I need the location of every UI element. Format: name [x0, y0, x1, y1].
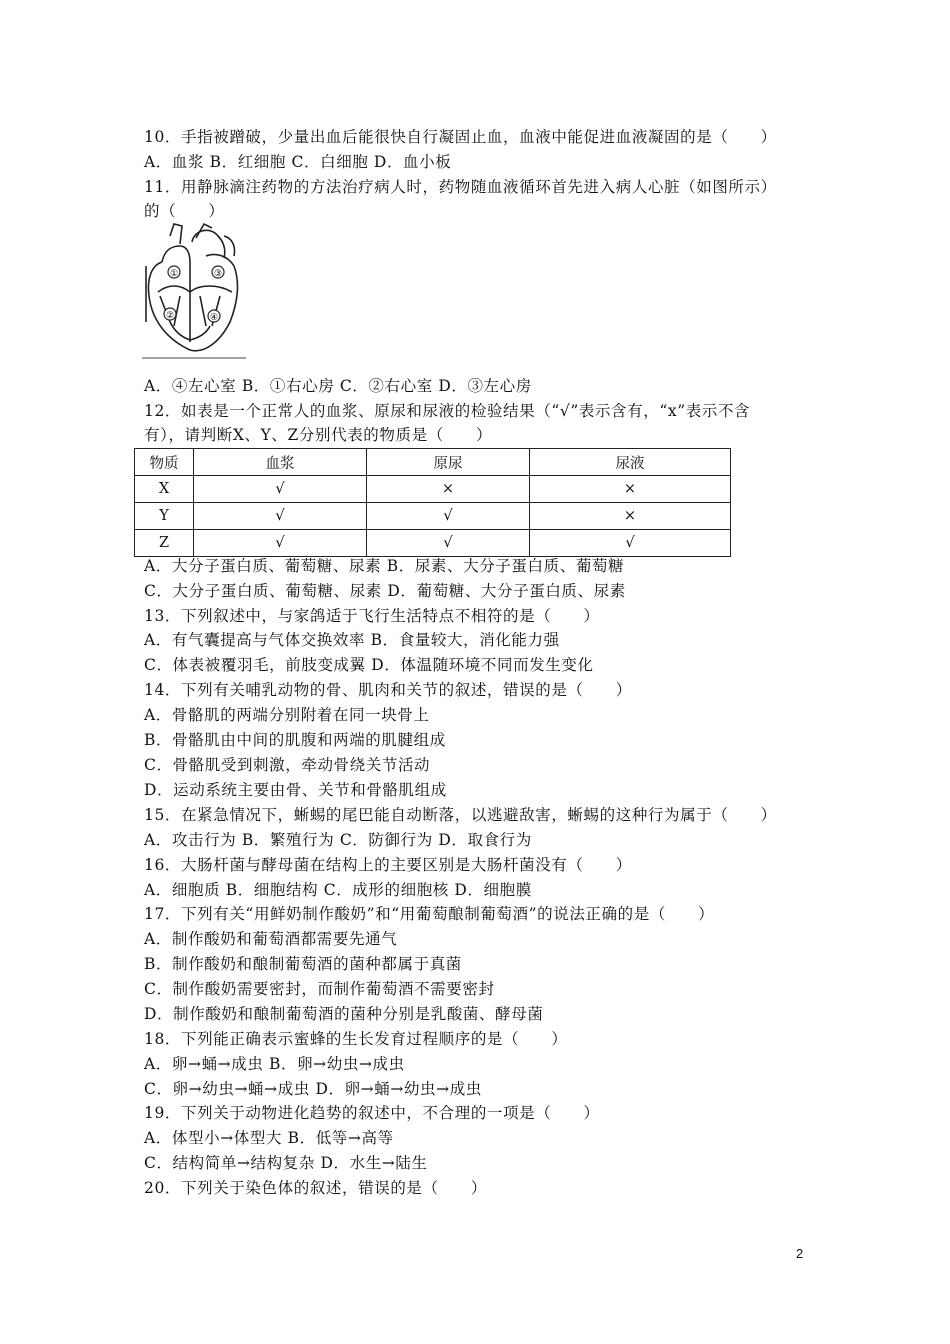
table-row [135, 530, 731, 557]
table-cell: X [135, 476, 194, 503]
table-cell: √ [530, 530, 731, 557]
table-cell: √ [194, 503, 367, 530]
q12-table [134, 448, 731, 557]
q10-options: A．血浆 B．红细胞 C．白细胞 D．血小板 [144, 153, 452, 171]
q11-stem-line1: 11．用静脉滴注药物的方法治疗病人时，药物随血液循环首先进入病人心脏（如图所示） [144, 178, 777, 196]
q20-stem: 20．下列关于染色体的叙述，错误的是（ ） [144, 1179, 487, 1197]
page-number: 2 [796, 1246, 804, 1261]
q15-stem: 15．在紧急情况下，蜥蜴的尾巴能自动断落，以逃避敌害，蜥蜴的这种行为属于（ ） [144, 806, 777, 824]
table-cell: Z [135, 530, 194, 557]
q14-option-a: A．骨骼肌的两端分别附着在同一块骨上 [144, 706, 430, 724]
table-cell: √ [194, 476, 367, 503]
q14-option-b: B．骨骼肌由中间的肌腹和两端的肌腱组成 [144, 731, 446, 749]
q18-options-line2: C．卵→幼虫→蛹→成虫 D．卵→蛹→幼虫→成虫 [144, 1080, 482, 1098]
table-cell: √ [367, 530, 530, 557]
q15-options: A．攻击行为 B．繁殖行为 C．防御行为 D．取食行为 [144, 831, 532, 849]
table-row [135, 503, 731, 530]
heart-diagram [140, 222, 248, 362]
q17-option-c: C．制作酸奶需要密封，而制作葡萄酒不需要密封 [144, 980, 495, 998]
table-header: 物质 [135, 449, 194, 476]
q12-stem-line1: 12．如表是一个正常人的血浆、原尿和尿液的检验结果（“√”表示含有，“x”表示不含 [144, 402, 751, 420]
q19-options-line1: A．体型小→体型大 B．低等→高等 [144, 1129, 394, 1147]
q12-stem-line2: 有），请判断X、Y、Z分别代表的物质是（ ） [144, 426, 493, 444]
q19-options-line2: C．结构简单→结构复杂 D．水生→陆生 [144, 1154, 428, 1172]
q16-options: A．细胞质 B．细胞结构 C．成形的细胞核 D．细胞膜 [144, 881, 532, 899]
q12-options-line2: C．大分子蛋白质、葡萄糖、尿素 D．葡萄糖、大分子蛋白质、尿素 [144, 582, 626, 600]
heart-label-4: ④ [209, 313, 219, 323]
table-header: 原尿 [367, 449, 530, 476]
q10-stem: 10．手指被蹭破，少量出血后能很快自行凝固止血，血液中能促进血液凝固的是（ ） [144, 128, 777, 146]
q18-stem: 18．下列能正确表示蜜蜂的生长发育过程顺序的是（ ） [144, 1030, 568, 1048]
q13-stem: 13．下列叙述中，与家鸽适于飞行生活特点不相符的是（ ） [144, 607, 600, 625]
q19-stem: 19．下列关于动物进化趋势的叙述中，不合理的一项是（ ） [144, 1104, 600, 1122]
table-cell: Y [135, 503, 194, 530]
table-header-row [135, 449, 731, 476]
q13-options-line1: A．有气囊提高与气体交换效率 B．食量较大，消化能力强 [144, 631, 560, 649]
heart-label-3: ③ [213, 269, 223, 279]
q13-options-line2: C．体表被覆羽毛，前肢变成翼 D．体温随环境不同而发生变化 [144, 656, 594, 674]
table-header: 尿液 [530, 449, 731, 476]
q17-option-a: A．制作酸奶和葡萄酒都需要先通气 [144, 930, 398, 948]
q14-option-c: C．骨骼肌受到刺激，牵动骨绕关节活动 [144, 756, 431, 774]
q17-option-d: D．制作酸奶和酿制葡萄酒的菌种分别是乳酸菌、酵母菌 [144, 1005, 544, 1023]
table-cell: √ [367, 503, 530, 530]
table-cell: √ [194, 530, 367, 557]
table-cell: × [367, 476, 530, 503]
heart-label-2: ② [165, 311, 175, 321]
table-cell: × [530, 476, 731, 503]
q14-option-d: D．运动系统主要由骨、关节和骨骼肌组成 [144, 781, 447, 799]
q14-stem: 14．下列有关哺乳动物的骨、肌肉和关节的叙述，错误的是（ ） [144, 681, 632, 699]
q11-stem-line2: 的（ ） [144, 202, 225, 220]
q12-options-line1: A．大分子蛋白质、葡萄糖、尿素 B．尿素、大分子蛋白质、葡萄糖 [144, 557, 625, 575]
table-header: 血浆 [194, 449, 367, 476]
q18-options-line1: A．卵→蛹→成虫 B．卵→幼虫→成虫 [144, 1055, 405, 1073]
q11-options: A．④左心室 B．①右心房 C．②右心室 D．③左心房 [144, 377, 532, 395]
q17-stem: 17．下列有关“用鲜奶制作酸奶”和“用葡萄酿制葡萄酒”的说法正确的是（ ） [144, 905, 715, 923]
q16-stem: 16．大肠杆菌与酵母菌在结构上的主要区别是大肠杆菌没有（ ） [144, 856, 632, 874]
table-cell: × [530, 503, 731, 530]
heart-label-1: ① [169, 269, 179, 279]
table-row [135, 476, 731, 503]
q17-option-b: B．制作酸奶和酿制葡萄酒的菌种都属于真菌 [144, 955, 462, 973]
